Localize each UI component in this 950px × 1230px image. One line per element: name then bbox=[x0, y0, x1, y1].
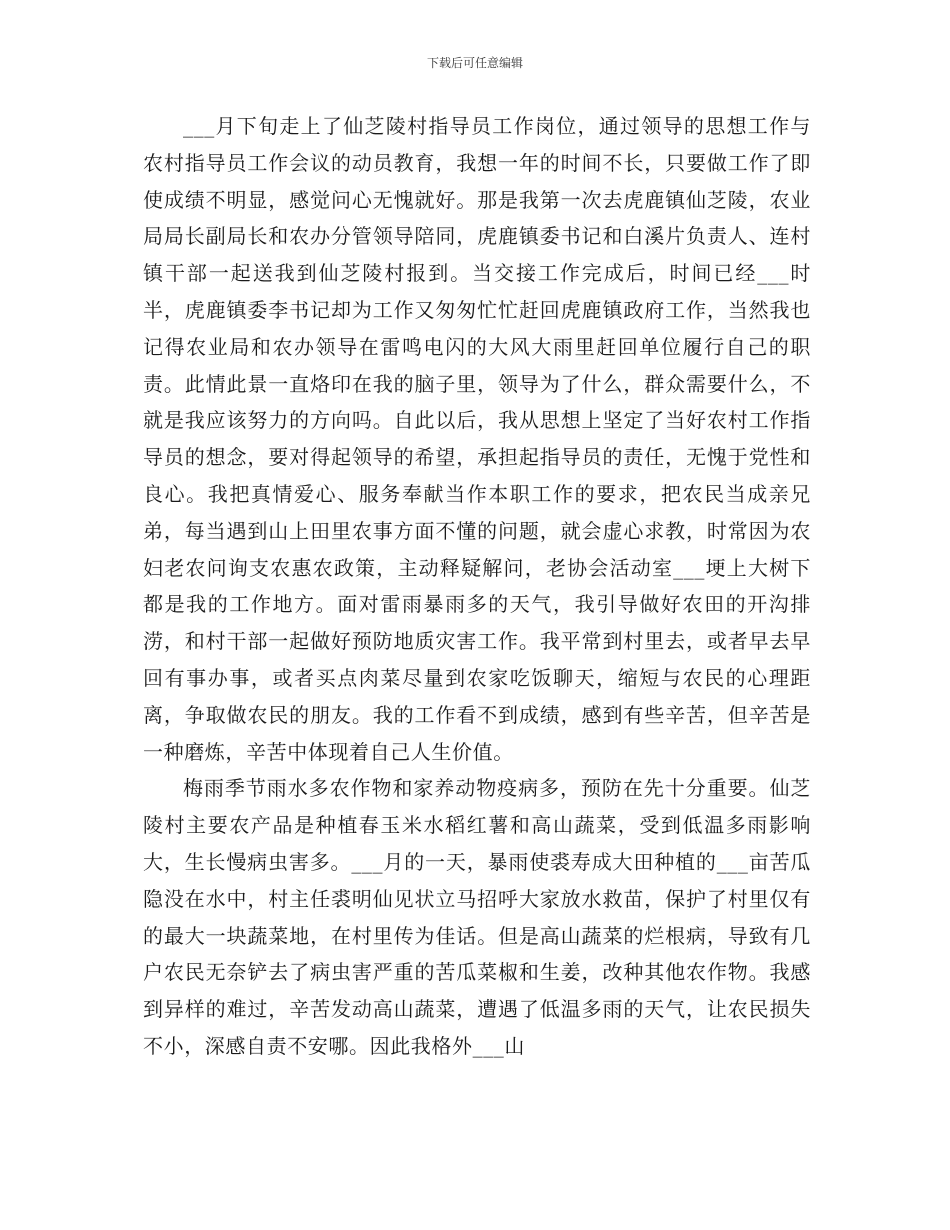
document-body bbox=[143, 108, 811, 1065]
page-header: 下载后可任意编辑 bbox=[426, 56, 523, 70]
paragraph-1: ___月下旬走上了仙芝陵村指导员工作岗位，通过领导的思想工作与农村指导员工作会议的动员教育，我想一年的时间不长，只要做工作了即使成绩不明显，感觉问心无愧就好。那是我第一次去虎鹿镇仙芝陵，农业局局长副局长和农办分管领导陪同，虎鹿镇委书记和白溪片负责人、连村镇干部一起送我到仙芝陵村报到。当交接工作完成后，时间已经___时半，虎鹿镇委李书记却为工作又匆匆忙忙赶回虎鹿镇政府工作，当然我也记得农业局和农办领导在雷鸣电闪的大风大雨里赶回单位履行自己的职责。此情此景一直烙印在我的脑子里，领导为了什么，群众需要什么，不就是我应该努力的方向吗。自此以后，我从思想上坚定了当好农村工作指导员的想念，要对得起领导的希望，承担起指导员的责任，无愧于党性和良心。我把真情爱心、服务奉献当作本职工作的要求，把农民当成亲兄弟，每当遇到山上田里农事方面不懂的问题，就会虚心求教，时常因为农妇老农问询支农惠农政策，主动释疑解问，老协会活动室___埂上大树下都是我的工作地方。面对雷雨暴雨多的天气，我引导做好农田的开沟排涝，和村干部一起做好预防地质灾害工作。我平常到村里去，或者早去早回有事办事，或者买点肉菜尽量到农家吃饭聊天，缩短与农民的心理距离，争取做农民的朋友。我的工作看不到成绩，感到有些辛苦，但辛苦是一种磨炼，辛苦中体现着自己人生价值。 bbox=[143, 114, 811, 764]
paragraph-2: 梅雨季节雨水多农作物和家养动物疫病多，预防在先十分重要。仙芝陵村主要农产品是种植春玉米水稻红薯和高山蔬菜，受到低温多雨影响大，生长慢病虫害多。___月的一天，暴雨使裘寿成大田种植的___亩苦瓜隐没在水中，村主任裘明仙见状立马招呼大家放水救苗，保护了村里仅有的最大一块蔬菜地，在村里传为佳话。但是高山蔬菜的烂根病，导致有几户农民无奈铲去了病虫害严重的苦瓜菜椒和生姜，改种其他农作物。我感到异样的难过，辛苦发动高山蔬菜，遭遇了低温多雨的天气，让农民损失不小，深感自责不安哪。因此我格外___山 bbox=[143, 776, 811, 1058]
